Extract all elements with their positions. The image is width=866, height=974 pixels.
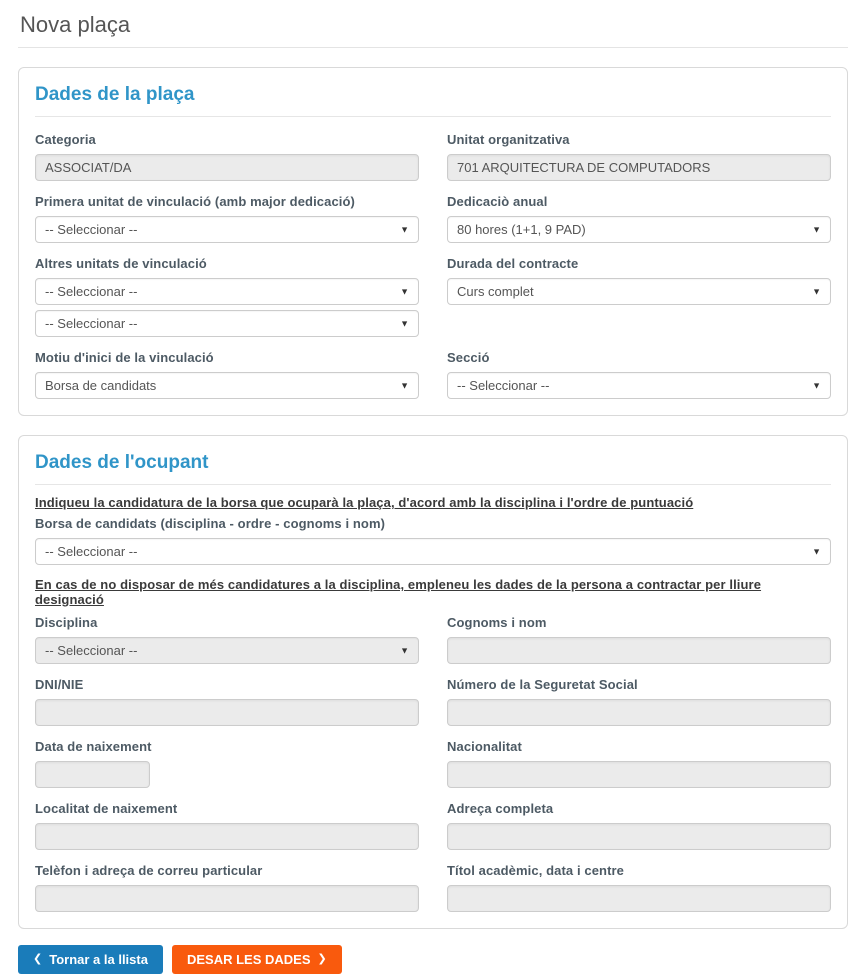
disciplina-label: Disciplina bbox=[35, 615, 98, 630]
action-bar bbox=[18, 945, 848, 974]
categoria-label: Categoria bbox=[35, 132, 96, 147]
motiu-inici-select[interactable] bbox=[35, 372, 419, 399]
panel-dades-ocupant bbox=[18, 435, 848, 929]
chevron-down-icon: ▼ bbox=[812, 380, 821, 390]
altres-unitats-label: Altres unitats de vinculació bbox=[35, 256, 207, 271]
chevron-down-icon: ▼ bbox=[400, 645, 409, 655]
back-to-list-button[interactable] bbox=[18, 945, 163, 974]
disciplina-select bbox=[35, 637, 419, 664]
titol-academic-input bbox=[447, 885, 831, 912]
chevron-down-icon: ▼ bbox=[400, 380, 409, 390]
chevron-left-icon: ❮ bbox=[33, 953, 43, 965]
chevron-down-icon: ▼ bbox=[812, 286, 821, 296]
seguretat-social-label: Número de la Seguretat Social bbox=[447, 677, 638, 692]
unitat-organitzativa-label: Unitat organitzativa bbox=[447, 132, 570, 147]
primera-unitat-select-value: -- Seleccionar -- bbox=[45, 222, 138, 237]
adreca-completa-label: Adreça completa bbox=[447, 801, 554, 816]
page-title: Nova plaça bbox=[18, 8, 848, 48]
dni-nie-label: DNI/NIE bbox=[35, 677, 84, 692]
chevron-right-icon: ❯ bbox=[317, 953, 327, 965]
cognoms-nom-input bbox=[447, 637, 831, 664]
instruction-lliure-designacio: En cas de no disposar de més candidatures a la disciplina, empleneu les dades de la persona a contractar per lliure designació bbox=[35, 577, 762, 607]
categoria-input bbox=[35, 154, 419, 181]
seccio-select-value: -- Seleccionar -- bbox=[457, 378, 550, 393]
altres-unitats-select-1[interactable] bbox=[35, 278, 419, 305]
chevron-down-icon: ▼ bbox=[400, 286, 409, 296]
adreca-completa-input bbox=[447, 823, 831, 850]
divider bbox=[35, 116, 831, 117]
primera-unitat-select[interactable] bbox=[35, 216, 419, 243]
borsa-candidats-select-value: -- Seleccionar -- bbox=[45, 544, 138, 559]
dni-nie-input bbox=[35, 699, 419, 726]
cognoms-nom-label: Cognoms i nom bbox=[447, 615, 547, 630]
dedicacio-anual-label: Dedicaciò anual bbox=[447, 194, 548, 209]
data-naixement-input bbox=[35, 761, 150, 788]
motiu-inici-select-value: Borsa de candidats bbox=[45, 378, 157, 393]
chevron-down-icon: ▼ bbox=[812, 546, 821, 556]
durada-contracte-label: Durada del contracte bbox=[447, 256, 579, 271]
divider bbox=[35, 484, 831, 485]
dedicacio-anual-select-value: 80 hores (1+1, 9 PAD) bbox=[457, 222, 586, 237]
save-data-button-label: DESAR LES DADES bbox=[186, 952, 311, 967]
seccio-label: Secció bbox=[447, 350, 490, 365]
localitat-naixement-input bbox=[35, 823, 419, 850]
borsa-candidats-label: Borsa de candidats (disciplina - ordre - cognoms i nom) bbox=[35, 516, 386, 531]
back-to-list-button-label: Tornar a la llista bbox=[49, 952, 148, 967]
panel-dades-placa bbox=[18, 67, 848, 416]
panel-dades-placa-title: Dades de la plaça bbox=[35, 84, 195, 105]
titol-academic-label: Títol acadèmic, data i centre bbox=[447, 863, 625, 878]
nacionalitat-input bbox=[447, 761, 831, 788]
dedicacio-anual-select[interactable] bbox=[447, 216, 831, 243]
altres-unitats-select-2-value: -- Seleccionar -- bbox=[45, 316, 138, 331]
primera-unitat-label: Primera unitat de vinculació (amb major dedicació) bbox=[35, 194, 355, 209]
data-naixement-label: Data de naixement bbox=[35, 739, 152, 754]
localitat-naixement-label: Localitat de naixement bbox=[35, 801, 178, 816]
telefon-correu-label: Telèfon i adreça de correu particular bbox=[35, 863, 263, 878]
instruction-borsa: Indiqueu la candidatura de la borsa que ocuparà la plaça, d'acord amb la disciplina i l'ordre de puntuació bbox=[35, 495, 694, 510]
motiu-inici-label: Motiu d'inici de la vinculació bbox=[35, 350, 214, 365]
seguretat-social-input bbox=[447, 699, 831, 726]
durada-contracte-select[interactable] bbox=[447, 278, 831, 305]
altres-unitats-select-2[interactable] bbox=[35, 310, 419, 337]
panel-dades-ocupant-title: Dades de l'ocupant bbox=[35, 452, 209, 473]
telefon-correu-input bbox=[35, 885, 419, 912]
save-data-button[interactable] bbox=[172, 945, 342, 974]
seccio-select[interactable] bbox=[447, 372, 831, 399]
chevron-down-icon: ▼ bbox=[400, 318, 409, 328]
borsa-candidats-select[interactable] bbox=[35, 538, 831, 565]
unitat-organitzativa-input bbox=[447, 154, 831, 181]
chevron-down-icon: ▼ bbox=[812, 224, 821, 234]
nacionalitat-label: Nacionalitat bbox=[447, 739, 522, 754]
disciplina-select-value: -- Seleccionar -- bbox=[45, 643, 138, 658]
altres-unitats-select-1-value: -- Seleccionar -- bbox=[45, 284, 138, 299]
durada-contracte-select-value: Curs complet bbox=[457, 284, 534, 299]
chevron-down-icon: ▼ bbox=[400, 224, 409, 234]
